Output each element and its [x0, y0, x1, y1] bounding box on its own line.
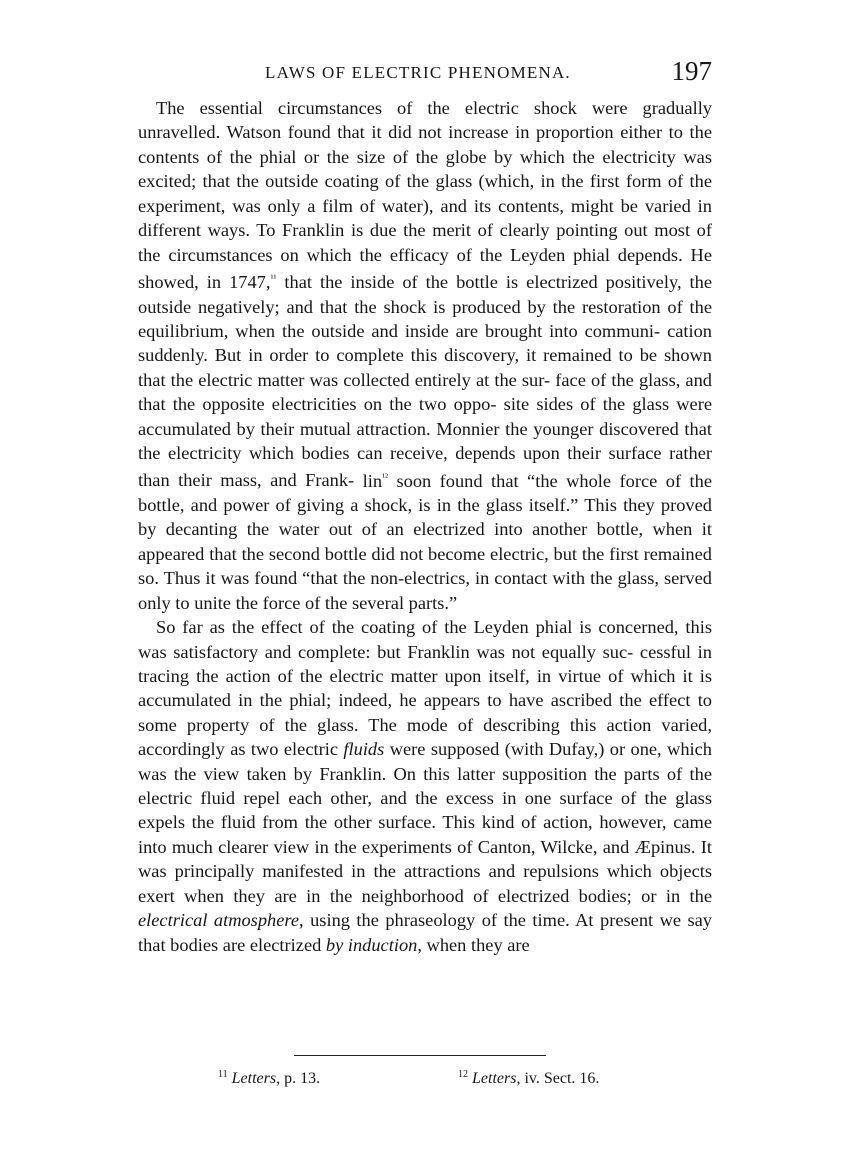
text-line: either to the contents of the phial or the size of the globe by which [138, 122, 712, 167]
text-line: virtue of which it is accumulated in the phial; indeed, he appears to [138, 665, 712, 711]
text-line: the other surface. This kind of action, however, came into much [138, 812, 712, 857]
text-line: was principally manifested in the attractions and repulsions which [138, 861, 652, 882]
text-line: giving a shock, is in the glass itself.” This they proved by decanting [138, 495, 712, 540]
text-line: cessful in tracing the action of the electric matter upon itself, in [138, 641, 712, 686]
text-line: negatively; and that the shock is produced by the restoration of the [197, 296, 712, 317]
footnote-title: Letters [231, 1070, 277, 1087]
text-line: describing this action varied, accordingly as two electric fluids were [138, 714, 712, 760]
footnote-reference: , p. 13. [276, 1070, 321, 1087]
text-line: objects exert when they are in the neighborhood of electrized bodies; [138, 861, 712, 906]
text-line: other, and the excess in one surface of the glass expels the fluid from [138, 788, 712, 833]
text-line: this was satisfactory and complete: but Franklin was not equally suc- [138, 617, 712, 662]
text-line: The essential circumstances of the electric shock were gradually [156, 98, 712, 118]
text-line: or in the electrical atmosphere, using the phraseology of the time. At [138, 885, 712, 931]
running-head: LAWS OF ELECTRIC PHENOMENA. [265, 63, 571, 82]
footnote-marker: 11 [218, 1069, 228, 1080]
text-line: supposed (with Dufay,) or one, which was the view taken by Franklin. [138, 739, 712, 784]
text-line: the water out of an electrized into another bottle, when it appeared [138, 519, 712, 564]
text-line: On this latter supposition the parts of the electric fluid repel each [138, 763, 712, 809]
text-line: glass, served only to unite the force of the several parts.” [138, 568, 712, 613]
text-line: receive, depends upon their surface rather than their mass, and Frank- [138, 443, 712, 491]
text-line: to be shown that the electric matter was collected entirely at the sur- [138, 345, 712, 390]
text-line: which the efficacy of the Leyden phial depends. He showed, in [138, 244, 712, 293]
text-line: have ascribed the effect to some property of the glass. The mode of [138, 690, 712, 735]
text-line: the electricity was excited; that the outside coating of the glass [138, 146, 712, 192]
text-line: face of the glass, and that the opposite electricities on the two oppo- [138, 369, 712, 415]
footnote-marker: 12 [458, 1069, 468, 1080]
text-line: site sides of the glass were accumulated by their mutual attraction. [138, 394, 713, 439]
text-line: lin$^{^{12}}$ soon found that “the whole force of the bottle, and power of [138, 470, 712, 515]
text-line: equilibrium, when the outside and inside are brought into communi- [138, 320, 661, 341]
text-line: present we say that bodies are electrized by induction, when they are [138, 910, 713, 955]
text-line: cation suddenly. But in order to complete this discovery, it remained [138, 320, 712, 366]
text-line: So far as the effect of the coating of the Leyden phial is concerned, [156, 617, 679, 638]
footnote-title: Letters [472, 1070, 517, 1087]
paragraph-2 [138, 615, 712, 957]
text-line: that the second bottle did not become electric, but the first remained [209, 543, 712, 564]
text-line: due the merit of clearly pointing out most of the circumstances on [138, 220, 712, 265]
footnote-rule [294, 1055, 546, 1056]
footnote-reference: , iv. Sect. 16. [516, 1070, 600, 1087]
text-line: 1747,$^{^{11}}$ that the inside of the bottle is electrized positively, the outside [138, 272, 712, 317]
page-number: 197 [671, 56, 712, 86]
footnote-12 [458, 1069, 599, 1088]
text-line: clearer view in the experiments of Canton, Wilcke, and Æpinus. It [218, 836, 712, 857]
text-line: (which, in the first form of the experiment, was only a film of water), [138, 171, 712, 216]
text-line: so. Thus it was found “that the non-electrics, in contact with the [138, 568, 613, 589]
text-line: unravelled. Watson found that it did not increase in proportion [138, 122, 614, 143]
paragraph-1 [138, 96, 712, 615]
text-line: Monnier the younger discovered that the electricity which bodies can [138, 418, 712, 464]
page-header [138, 56, 712, 92]
text-line: and its contents, might be varied in different ways. To Franklin is [138, 195, 712, 241]
body-text [138, 96, 712, 957]
footnote-11 [218, 1069, 320, 1088]
